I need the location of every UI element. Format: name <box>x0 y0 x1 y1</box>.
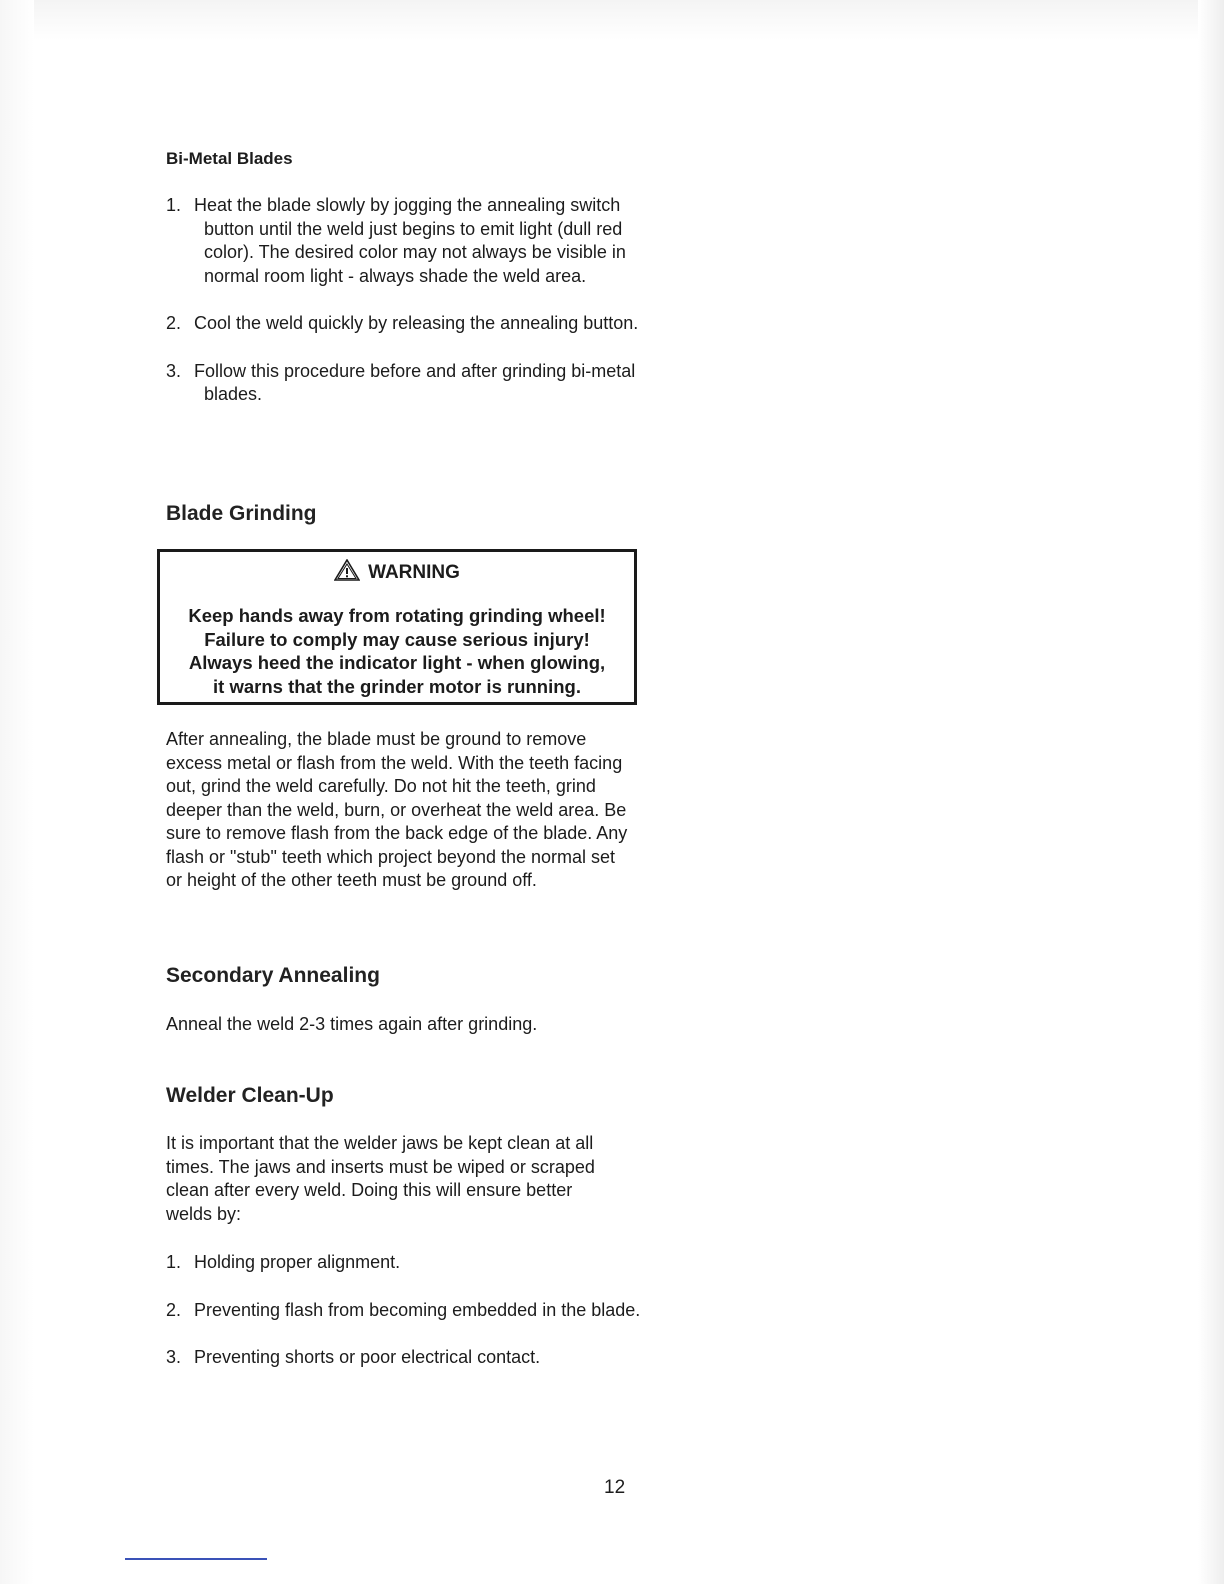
list-number: 2. <box>166 313 182 333</box>
list-number: 1. <box>166 1252 182 1272</box>
list-text: Heat the blade slowly by jogging the annealing switch button until the weld just begins to emit light (dull red color). The desired color may not always be visible in normal room light - always shade the weld area. <box>194 195 626 286</box>
list-item <box>166 194 656 288</box>
list-text: Holding proper alignment. <box>194 1252 401 1272</box>
grinding-heading: Blade Grinding <box>166 502 317 525</box>
list-text: Cool the weld quickly by releasing the annealing button. <box>194 313 639 333</box>
warning-text <box>160 604 634 698</box>
list-number: 3. <box>166 360 182 381</box>
scan-edge <box>0 0 34 1584</box>
warning-line: Failure to comply may cause serious injury! <box>204 628 590 650</box>
bimetal-heading: Bi-Metal Blades <box>166 149 293 168</box>
list-item <box>166 1299 674 1323</box>
list-number: 1. <box>166 195 182 215</box>
warning-title <box>160 559 634 587</box>
list-text: Preventing flash from becoming embedded in the blade. <box>194 1299 641 1320</box>
warning-box <box>157 549 637 705</box>
secondary-heading: Secondary Annealing <box>166 964 380 987</box>
warning-title-text: WARNING <box>368 562 460 583</box>
warning-triangle-icon <box>334 559 360 587</box>
bimetal-steps <box>166 194 646 407</box>
list-item <box>166 1251 646 1275</box>
page-number: 12 <box>604 1477 626 1498</box>
cleanup-paragraph: It is important that the welder jaws be kept clean at all times. The jaws and inserts must be wiped or scraped clean after every weld. Doing this will ensure better welds by: <box>166 1133 595 1224</box>
cleanup-steps <box>166 1251 646 1370</box>
grinding-paragraph: After annealing, the blade must be ground to remove excess metal or flash from the weld. With the teeth facing out, grind the weld carefully. Do not hit the teeth, grind deeper than the weld, burn, or overheat the weld area. Be sure to remove flash from the back edge of the blade. Any flash or "stub" teeth which project beyond the normal set or height of the other teeth must be ground off. <box>166 729 628 890</box>
warning-line: it warns that the grinder motor is running. <box>213 675 581 697</box>
list-item <box>166 1346 646 1370</box>
cleanup-heading: Welder Clean-Up <box>166 1084 334 1107</box>
scan-edge <box>1198 0 1224 1584</box>
list-number: 2. <box>166 1299 182 1320</box>
list-number: 3. <box>166 1347 182 1367</box>
list-item <box>166 360 664 407</box>
warning-line: Keep hands away from rotating grinding wheel! <box>188 605 606 626</box>
bottom-rule <box>125 1558 267 1560</box>
list-item <box>166 312 674 336</box>
list-text: Preventing shorts or poor electrical contact. <box>194 1347 541 1367</box>
warning-line: Always heed the indicator light - when glowing, <box>188 652 606 673</box>
secondary-paragraph: Anneal the weld 2-3 times again after grinding. <box>166 1014 538 1034</box>
scan-edge <box>0 0 1224 40</box>
list-text: Follow this procedure before and after grinding bi-metal blades. <box>194 360 636 404</box>
